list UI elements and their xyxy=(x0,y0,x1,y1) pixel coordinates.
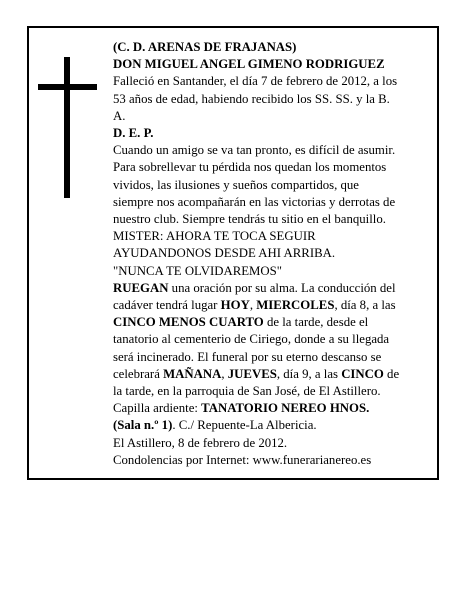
obituary-text xyxy=(113,39,423,469)
ruegan-line: tanatorio al cementerio de Ciriego, donde a su llegada xyxy=(113,332,390,347)
ruegan-text: , xyxy=(221,366,228,381)
cross-icon-vertical-bar xyxy=(64,57,70,198)
place-date: El Astillero, 8 de febrero de 2012. xyxy=(113,435,288,450)
ruegan-bold: HOY xyxy=(220,298,250,313)
ruegan-bold: RUEGAN xyxy=(113,280,169,295)
ruegan-line xyxy=(113,314,423,331)
ruegan-text: celebrará xyxy=(113,366,164,381)
deceased-name: DON MIGUEL ANGEL GIMENO RODRIGUEZ xyxy=(113,57,385,72)
message-line: "NUNCA TE OLVIDAREMOS" xyxy=(113,263,283,278)
ruegan-bold: MAÑANA xyxy=(163,366,222,381)
chapel-text: Capilla ardiente: xyxy=(113,401,202,416)
ruegan-bold: CINCO xyxy=(341,366,384,381)
chapel-bold: (Sala n.º 1) xyxy=(113,418,173,433)
condolences-line: Condolencias por Internet: www.funerarianereo.es xyxy=(113,452,372,467)
ruegan-text: , xyxy=(249,298,257,313)
chapel-bold: TANATORIO NEREO HNOS. xyxy=(201,401,370,416)
ruegan-bold: MIERCOLES xyxy=(256,298,335,313)
chapel-line xyxy=(113,417,423,434)
message-line: MISTER: AHORA TE TOCA SEGUIR xyxy=(113,229,316,244)
death-line: A. xyxy=(113,108,126,123)
ruegan-text: , día 9, a las xyxy=(276,366,342,381)
association-name: (C. D. ARENAS DE FRAJANAS) xyxy=(113,40,297,54)
ruegan-line xyxy=(113,280,423,297)
message-line: siempre nos acompañarán en las victorias y derrotas de xyxy=(113,194,396,209)
ruegan-bold: CINCO MENOS CUARTO xyxy=(113,315,264,330)
dep-label: D. E. P. xyxy=(113,126,154,141)
ruegan-bold: JUEVES xyxy=(227,366,277,381)
ruegan-text: de la tarde, desde el xyxy=(263,315,369,330)
cross-icon-horizontal-bar xyxy=(38,84,97,90)
ruegan-text: , día 8, a las xyxy=(334,298,396,313)
ruegan-text: cadáver tendrá lugar xyxy=(113,298,221,313)
message-line: Para sobrellevar tu pérdida nos quedan los momentos xyxy=(113,160,387,175)
ruegan-line: será incinerado. El funeral por su eterno descanso se xyxy=(113,349,382,364)
death-line: 53 años de edad, habiendo recibido los SS. SS. y la B. xyxy=(113,91,390,106)
message-line: AYUDANDONOS DESDE AHI ARRIBA. xyxy=(113,246,336,261)
message-line: Cuando un amigo se va tan pronto, es difícil de asumir. xyxy=(113,143,396,158)
ruegan-line xyxy=(113,366,423,383)
ruegan-line: la tarde, en la parroquia de San José, de El Astillero. xyxy=(113,384,381,399)
message-line: nuestro club. Siempre tendrás tu sitio en el banquillo. xyxy=(113,212,386,227)
death-line: Falleció en Santander, el día 7 de febrero de 2012, a los xyxy=(113,74,398,89)
ruegan-text: una oración por su alma. La conducción del xyxy=(168,280,396,295)
message-line: vividos, las ilusiones y sueños compartidos, que xyxy=(113,177,359,192)
chapel-text: . C./ Repuente-La Albericia. xyxy=(172,418,317,433)
ruegan-text: de xyxy=(383,366,400,381)
ruegan-line xyxy=(113,297,423,314)
chapel-line xyxy=(113,400,423,417)
